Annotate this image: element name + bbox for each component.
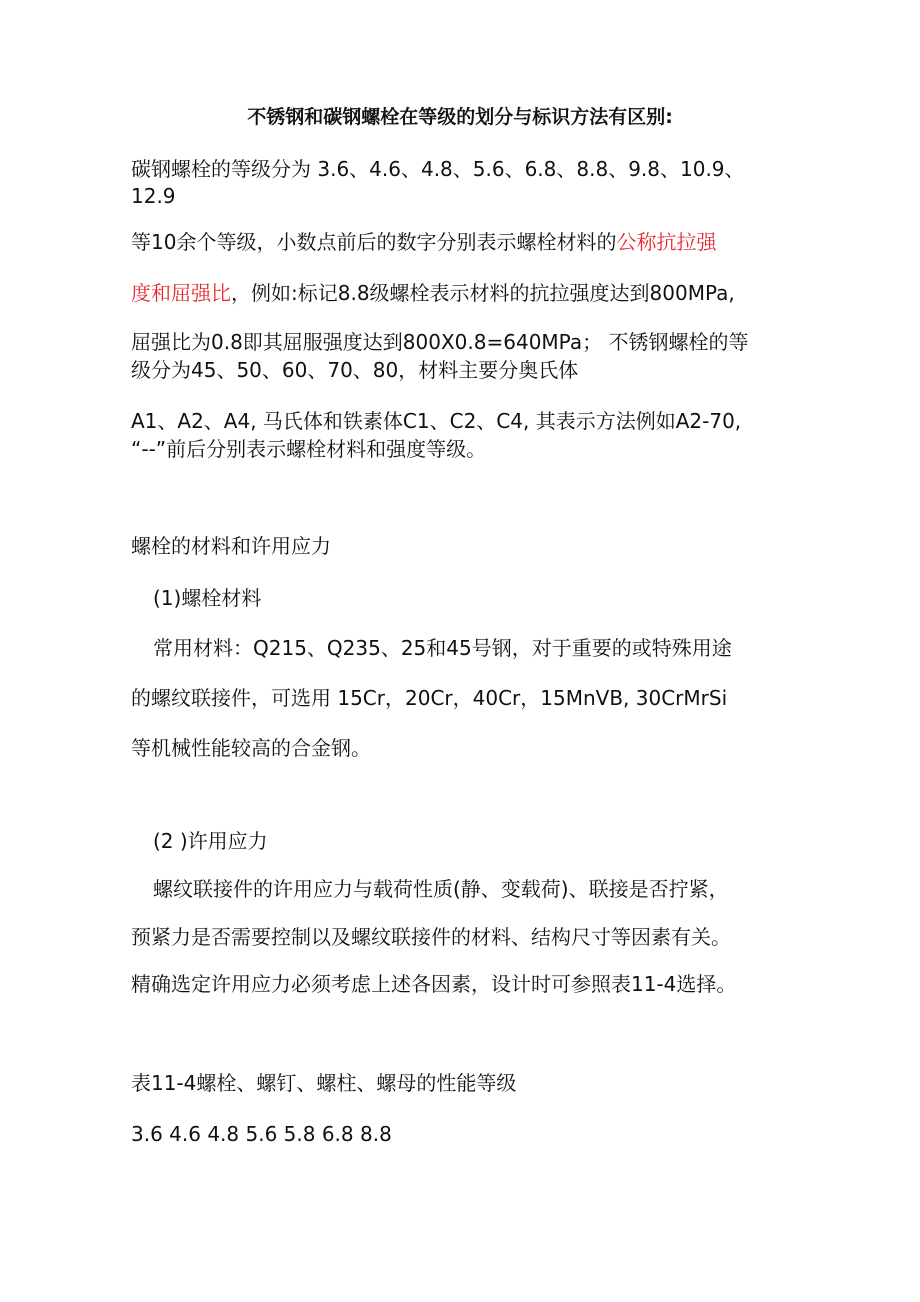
- materials-line-3: 等机械性能较高的合金钢。: [131, 736, 371, 760]
- allowable-stress-line-2: 预紧力是否需要控制以及螺纹联接件的材料、结构尺寸等因素有关。: [131, 925, 731, 949]
- allowable-stress-line-3: 精确选定许用应力必须考虑上述各因素，设计时可参照表11-4选择。: [131, 972, 737, 996]
- grade-row: 3.6 4.6 4.8 5.6 5.8 6.8 8.8: [131, 1122, 392, 1146]
- carbon-grades-line-2: 12.9: [131, 184, 176, 208]
- carbon-desc-line-3: 屈强比为0.8即其屈服强度达到800X0.8=640MPa； 不锈钢螺栓的等: [131, 330, 749, 354]
- highlight-term: 公称抗拉强: [616, 230, 717, 254]
- section-heading: 螺栓的材料和许用应力: [131, 534, 331, 558]
- materials-heading: (1)螺栓材料: [153, 586, 262, 610]
- materials-line-2: 的螺纹联接件，可选用 15Cr，20Cr，40Cr，15MnVB, 30CrMrSi: [131, 686, 728, 710]
- carbon-desc-text: 等10余个等级，小数点前后的数字分别表示螺栓材料的: [131, 230, 617, 254]
- stainless-desc-line-1: A1、A2、A4, 马氏体和铁素体C1、C2、C4, 其表示方法例如A2-70,: [131, 409, 742, 433]
- materials-line-1: 常用材料：Q215、Q235、25和45号钢，对于重要的或特殊用途: [153, 636, 732, 660]
- stainless-desc-line-2: “--”前后分别表示螺栓材料和强度等级。: [131, 437, 487, 461]
- carbon-desc-line-4: 级分为45、50、60、70、80，材料主要分奥氏体: [131, 358, 579, 382]
- carbon-grades-line-1: 碳钢螺栓的等级分为 3.6、4.6、4.8、5.6、6.8、8.8、9.8、10.9、: [131, 157, 745, 181]
- document-title: 不锈钢和碳钢螺栓在等级的划分与标识方法有区别:: [247, 106, 673, 128]
- allowable-stress-heading: (2 )许用应力: [153, 829, 268, 853]
- allowable-stress-line-1: 螺纹联接件的许用应力与载荷性质(静、变载荷)、联接是否拧紧，: [153, 877, 729, 901]
- carbon-desc-line-2: [131, 281, 735, 305]
- highlight-term: 度和屈强比: [131, 281, 231, 305]
- table-caption: 表11-4螺栓、螺钉、螺柱、螺母的性能等级: [131, 1071, 517, 1095]
- carbon-desc-text: ，例如:标记8.8级螺栓表示材料的抗拉强度达到800MPa,: [231, 281, 735, 305]
- carbon-desc-line-1: [131, 230, 716, 254]
